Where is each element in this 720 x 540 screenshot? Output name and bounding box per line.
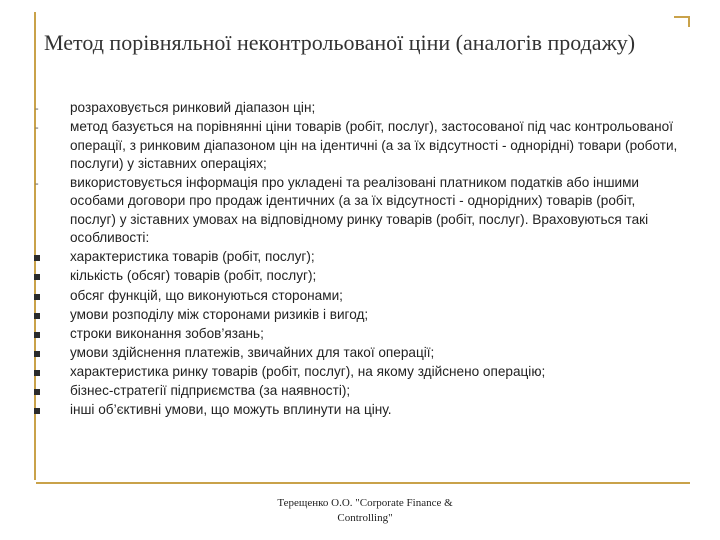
slide-title: Метод порівняльної неконтрольованої ціни (аналогів продажу) — [44, 30, 636, 55]
list-item — [34, 287, 684, 305]
list-item-text: інші об’єктивні умови, що можуть вплинути на ціну. — [70, 402, 392, 418]
square-bullet-icon — [34, 332, 40, 338]
list-item-text: використовується інформація про укладені та реалізовані платником податків або іншими особами договори про продаж ідентичних (а за їх відсутності - однорідних) товарів (робіт, послуг) у зіставних умовах на відповідному ринку товарів (робіт, послуг). Враховуються такі особливості: — [70, 175, 649, 246]
list-item — [34, 99, 684, 117]
square-bullet-icon — [34, 274, 40, 280]
footer-line-1: Терещенко О.О. "Corporate Finance & — [277, 497, 453, 509]
list-item — [34, 174, 684, 248]
list-item-text: умови здійснення платежів, звичайних для такої операції; — [70, 344, 435, 360]
corner-ornament — [674, 16, 690, 27]
list-item-text: характеристика товарів (робіт, послуг); — [70, 249, 315, 265]
list-item — [34, 267, 684, 285]
list-item-text: обсяг функцій, що виконуються сторонами; — [70, 287, 343, 303]
list-item — [34, 118, 684, 173]
slide-footer — [240, 496, 490, 526]
list-item — [34, 325, 684, 343]
square-bullet-icon — [34, 408, 40, 414]
list-item-text: строки виконання зобов’язань; — [70, 325, 264, 341]
list-item-text: розраховується ринковий діапазон цін; — [70, 100, 316, 115]
footer-line-2: Controlling" — [337, 512, 393, 524]
list-item — [34, 363, 684, 381]
list-item — [34, 401, 684, 419]
list-item-text: кількість (обсяг) товарів (робіт, послуг); — [70, 268, 317, 284]
list-item-text: характеристика ринку товарів (робіт, послуг), на якому здійснено операцію; — [70, 363, 546, 379]
dash-bullet-icon: - — [35, 178, 39, 190]
list-item-text: метод базується на порівнянні ціни товарів (робіт, послуг), застосованої під час контрольованої операції, з ринковим діапазоном цін на ідентичні (а за їх відсутності - однорідні) товари (роботи, послуги) у зіставних операціях; — [70, 119, 678, 171]
square-bullet-icon — [34, 389, 40, 395]
list-item — [34, 248, 684, 266]
list-item — [34, 306, 684, 324]
bullet-list — [34, 99, 684, 420]
square-bullet-icon — [34, 294, 40, 300]
square-bullet-icon — [34, 313, 40, 319]
list-item-text: умови розподілу між сторонами ризиків і вигод; — [70, 306, 369, 322]
list-item — [34, 382, 684, 400]
square-bullet-icon — [34, 255, 40, 261]
dash-bullet-icon: - — [35, 122, 39, 135]
square-bullet-icon — [34, 370, 40, 376]
square-bullet-icon — [34, 351, 40, 357]
dash-bullet-icon: - — [35, 103, 39, 115]
list-item-text: бізнес-стратегії підприємства (за наявності); — [70, 382, 351, 398]
list-item — [34, 344, 684, 362]
bottom-border-line — [36, 482, 690, 484]
